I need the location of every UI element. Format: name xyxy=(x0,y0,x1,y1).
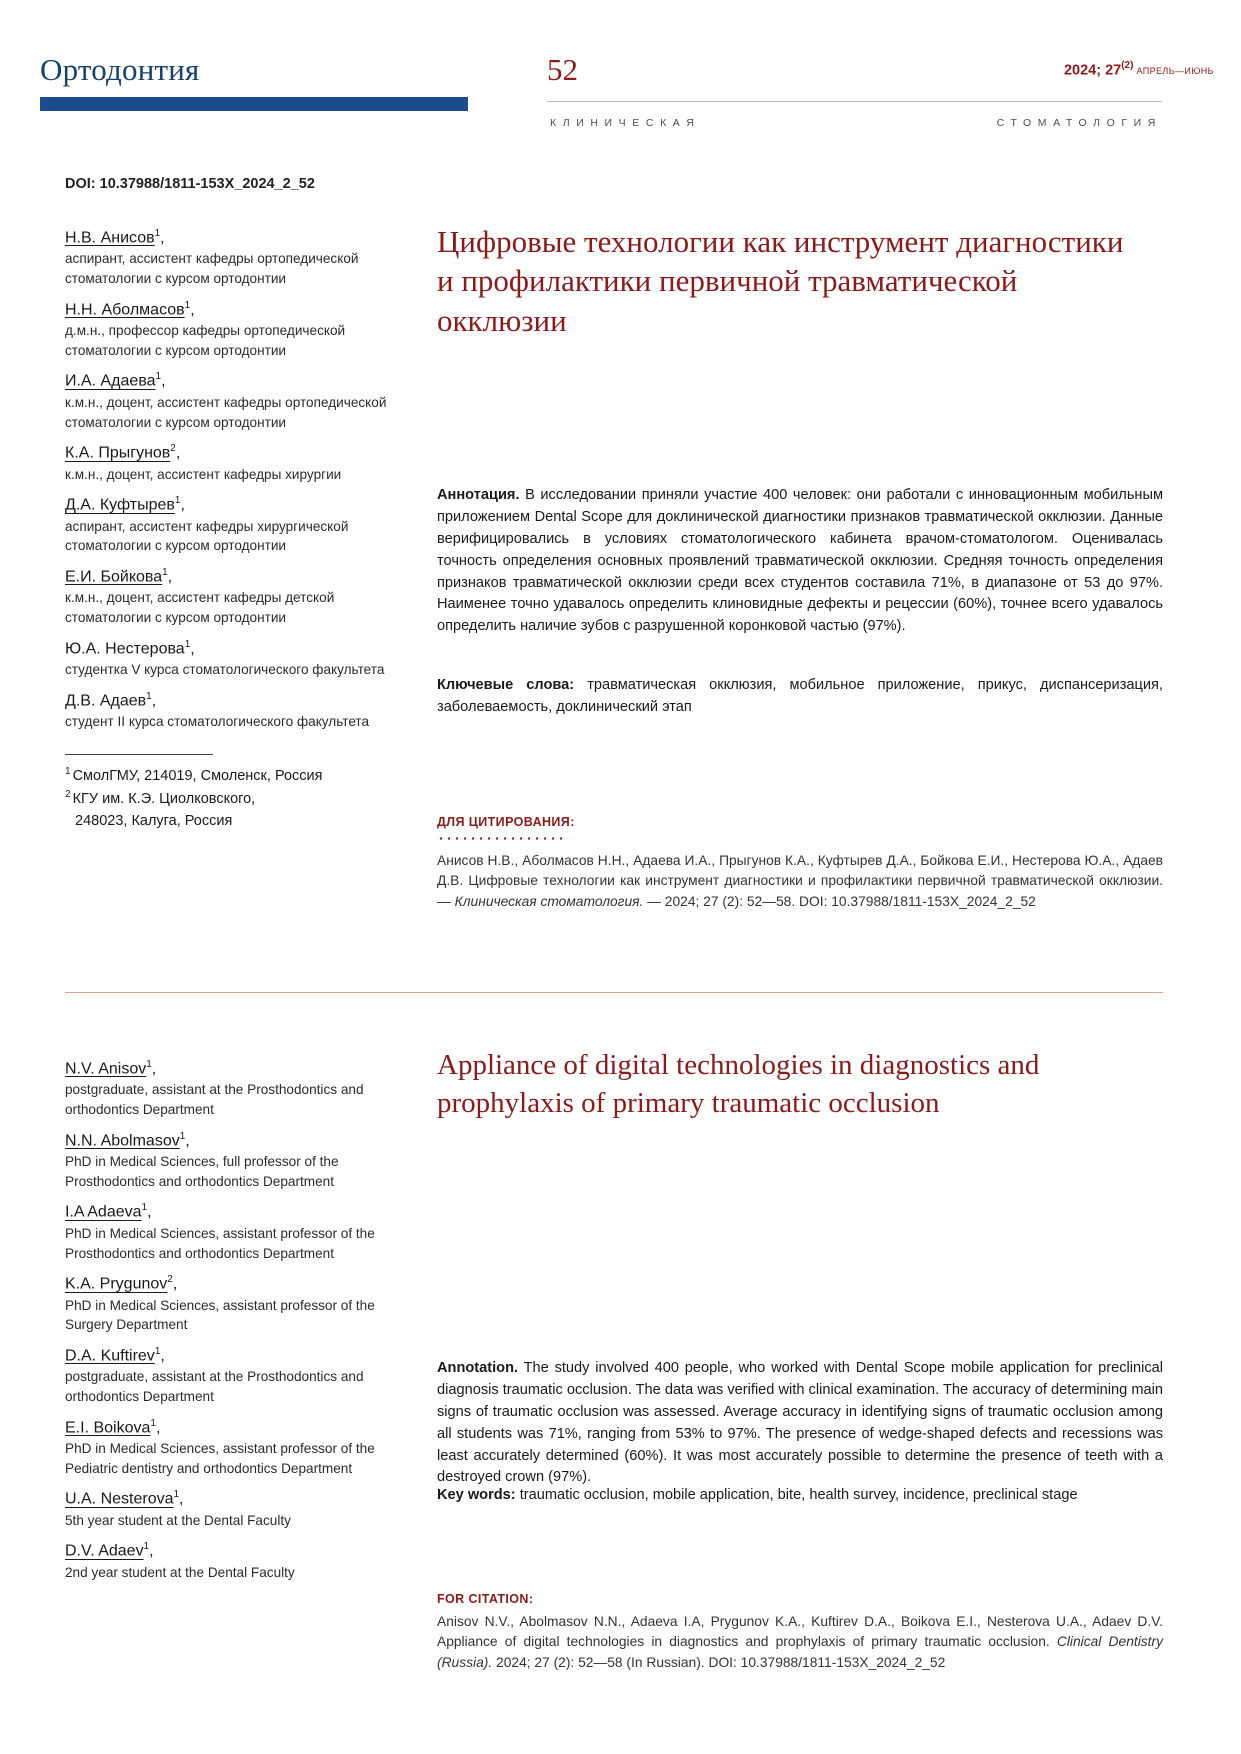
citation-russian xyxy=(437,851,1163,912)
citation-tail: 2024; 27 (2): 52—58 (In Russian). DOI: 10.37988/1811-153X_2024_2_52 xyxy=(496,1654,946,1670)
citation-authors: Anisov N.V., Abolmasov N.N., Adaeva I.A, Prygunov K.A., Kuftirev D.A., Boikova E.I., Nesterova U.A., Adaev D.V. xyxy=(437,1614,1163,1629)
abstract-english xyxy=(437,1358,1163,1489)
author-name: U.A. Nesterova$^1$, xyxy=(65,1489,184,1508)
abstract-text: The study involved 400 people, who worked with Dental Scope mobile application for preclinical diagnosis traumatic occlusion. The data was verified with clinical examination. The accuracy of determining main signs of traumatic occlusion was assessed. Average accuracy in identifying signs of traumatic occlusion among all students was 71%, ranging from 53% to 97%. The presence of wedge-shaped defects and recessions was least accurately determined (60%). It was most accurately possible to determine the presence of teeth with a destroyed crown (97%). xyxy=(437,1360,1164,1486)
author-name: Н.В. Анисов$^1$, xyxy=(65,228,165,247)
author-name: Е.И. Бойкова$^1$, xyxy=(65,566,173,586)
article-title-russian: Цифровые технологии как инструмент диагностики и профилактики первичной травматической окклюзии xyxy=(437,224,1124,338)
abstract-label: Аннотация. xyxy=(437,487,520,503)
keywords-text: травматическая окклюзия, мобильное приложение, прикус, диспансеризация, заболеваемость, доклинический этап xyxy=(437,677,1163,715)
author-name: Д.В. Адаев$^1$, xyxy=(65,690,157,710)
abstract-russian xyxy=(437,485,1163,638)
author-affiliation: postgraduate, assistant at the Prosthodontics and orthodontics Department xyxy=(65,1369,364,1404)
author-affiliation: PhD in Medical Sciences, assistant professor of the Prosthodontics and orthodontics Department xyxy=(65,1225,375,1261)
keywords-text: traumatic occlusion, mobile application, bite, health survey, incidence, preclinical stage xyxy=(519,1487,1078,1503)
author-name: I.A Adaeva$^1$, xyxy=(65,1202,152,1221)
keywords-russian xyxy=(437,675,1163,719)
author-name: N.V. Anisov$^1$, xyxy=(65,1059,157,1078)
author-name: И.А. Адаева$^1$, xyxy=(65,371,166,390)
author-affiliation: д.м.н., профессор кафедры ортопедической стоматологии с курсом ортодонтии xyxy=(65,323,346,358)
running-head-right: СТОМАТОЛОГИЯ xyxy=(996,117,1162,129)
author-affiliation: к.м.н., доцент, ассистент кафедры детской стоматологии с курсом ортодонтии xyxy=(65,590,335,625)
issue-info xyxy=(1064,60,1214,79)
author-affiliation: PhD in Medical Sciences, assistant professor of the Surgery Department xyxy=(65,1297,375,1333)
journal-section-title: Ортодонтия xyxy=(40,52,200,87)
page-number: 52 xyxy=(547,52,578,87)
citation-heading-english: FOR CITATION: xyxy=(437,1592,534,1606)
author-affiliation: PhD in Medical Sciences, assistant professor of the Pediatric dentistry and orthodontics Department xyxy=(65,1441,375,1476)
author-name: N.N. Abolmasov$^1$, xyxy=(65,1130,190,1150)
author-affiliation: к.м.н., доцент, ассистент кафедры хирургии xyxy=(65,466,342,482)
article-title-english: Appliance of digital technologies in diagnostics and prophylaxis of primary traumatic occlusion xyxy=(437,1049,1040,1119)
authors-list-russian xyxy=(65,228,410,833)
section-divider xyxy=(65,992,1163,993)
author-affiliation: 5th year student at the Dental Faculty xyxy=(65,1512,291,1528)
author-name: E.I. Boikova$^1$, xyxy=(65,1417,161,1436)
author-affiliation: аспирант, ассистент кафедры ортопедической стоматологии с курсом ортодонтии xyxy=(65,251,359,287)
affiliation-entry: $^2$ КГУ им. К.Э. Циолковского, 248023, Калуга, Россия xyxy=(65,789,256,829)
citation-english xyxy=(437,1612,1163,1673)
citation-title: Цифровые технологии как инструмент диагностики и профилактики первичной травматической окклюзии. — xyxy=(437,873,1163,909)
citation-doi: DOI: 10.37988/1811-153X_2024_2_52 xyxy=(799,893,1036,909)
keywords-english xyxy=(437,1485,1163,1507)
citation-journal: Clinical Dentistry (Russia). xyxy=(437,1634,1163,1670)
author-name: D.A. Kuftirev$^1$, xyxy=(65,1345,165,1365)
affiliation-entry: $^1$ СмолГМУ, 214019, Смоленск, Россия xyxy=(65,765,323,784)
author-name: К.А. Прыгунов$^2$, xyxy=(65,443,181,462)
abstract-text: В исследовании приняли участие 400 человек: они работали с инновационным мобильным приложением Dental Scope для доклинической диагностики признаков травматической окклюзии. Данные верифицировались в условиях стоматологического кабинета врачом-стоматологом. Оценивалась точность определения основных проявлений травматической окклюзии. Средняя точность определения признаков травматической окклюзии среди всех студентов составила 71%, в диапазоне от 53 до 97%. Наименее точно удавалось определить клиновидные дефекты и рецессии (60%), точнее всего удавалось определить наличие зубов с разрушенной коронковой частью (97%). xyxy=(437,487,1163,635)
issue-months: АПРЕЛЬ—ИЮНЬ xyxy=(1136,66,1214,77)
issue-year-volume: 2024; 27 xyxy=(1063,62,1122,79)
citation-title: Appliance of digital technologies in diagnostics and prophylaxis of primary traumatic occlusion. xyxy=(437,1634,1050,1650)
author-name: K.A. Prygunov$^2$, xyxy=(65,1274,178,1293)
author-name: Д.А. Куфтырев$^1$, xyxy=(65,495,185,514)
author-affiliation: к.м.н., доцент, ассистент кафедры ортопедической стоматологии с курсом ортодонтии xyxy=(65,394,387,430)
author-affiliation: аспирант, ассистент кафедры хирургической стоматологии с курсом ортодонтии xyxy=(65,518,349,554)
affiliation-divider xyxy=(65,754,213,755)
abstract-label: Annotation. xyxy=(437,1360,519,1376)
author-affiliation: PhD in Medical Sciences, full professor of the Prosthodontics and orthodontics Department xyxy=(65,1154,339,1189)
keywords-label: Ключевые слова: xyxy=(437,677,575,693)
author-name: Ю.А. Нестерова$^1$, xyxy=(65,638,195,658)
running-head-left: КЛИНИЧЕСКАЯ xyxy=(550,117,701,129)
citation-heading-russian: ДЛЯ ЦИТИРОВАНИЯ: xyxy=(437,815,575,829)
header-blue-bar xyxy=(40,97,468,111)
citation-authors: Анисов Н.В., Аболмасов Н.Н., Адаева И.А., Прыгунов К.А., Куфтырев Д.А., Бойкова Е.И., Нестерова Ю.А., Адаев Д.В. xyxy=(437,853,1163,889)
doi-line: DOI: 10.37988/1811-153X_2024_2_52 xyxy=(65,176,315,192)
keywords-label: Key words: xyxy=(437,1487,516,1503)
author-affiliation: 2nd year student at the Dental Faculty xyxy=(65,1564,295,1580)
issue-number: (2) xyxy=(1121,60,1134,71)
authors-list-english xyxy=(65,1059,410,1582)
author-affiliation: студентка V курса стоматологического факультета xyxy=(65,662,385,678)
author-affiliation: студент II курса стоматологического факультета xyxy=(65,714,370,730)
citation-journal: Клиническая стоматология. xyxy=(454,893,644,909)
header-divider xyxy=(547,101,1162,102)
author-name: Н.Н. Аболмасов$^1$, xyxy=(65,299,195,319)
citation-dot-rule xyxy=(437,835,567,842)
running-head xyxy=(550,117,1162,129)
author-affiliation: postgraduate, assistant at the Prosthodontics and orthodontics Department xyxy=(65,1082,364,1118)
author-name: D.V. Adaev$^1$, xyxy=(65,1541,154,1560)
citation-tail: — 2024; 27 (2): 52—58. xyxy=(647,893,796,909)
